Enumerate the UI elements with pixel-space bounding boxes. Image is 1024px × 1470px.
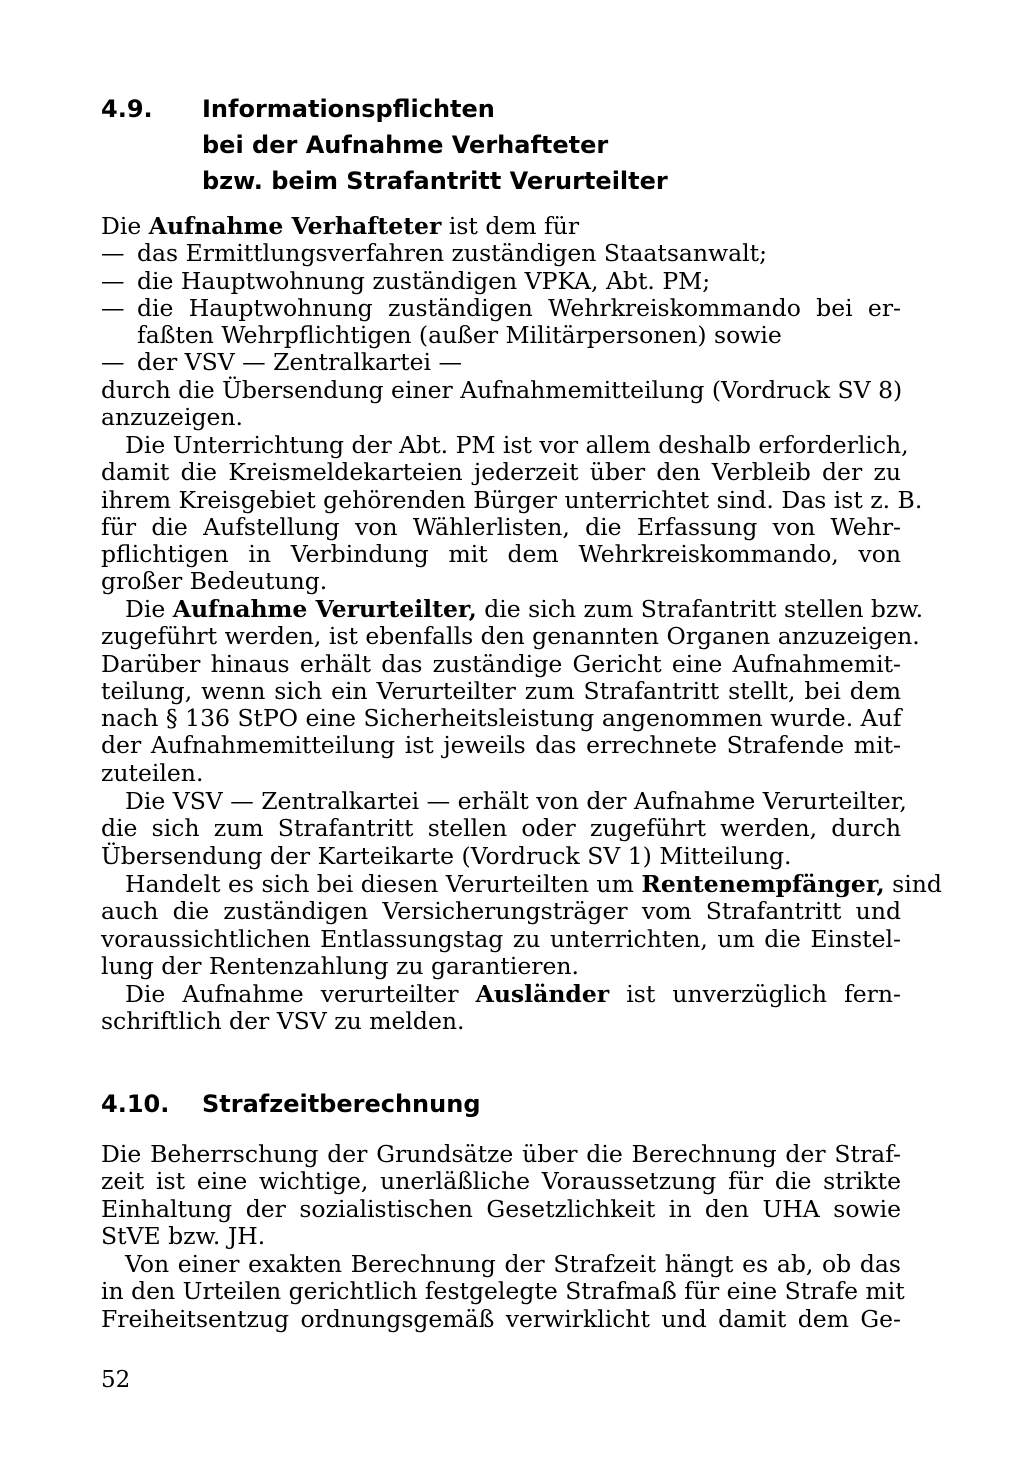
text-line: Die Aufnahme verurteilter Ausländer ist unverzüglich fern- — [125, 980, 901, 1008]
text-line: in den Urteilen gerichtlich festgelegte Strafmaß für eine Strafe mit — [101, 1277, 905, 1306]
emphasis: Ausländer — [475, 980, 610, 1008]
text-line: damit die Kreismeldekarteien jederzeit über den Verbleib der zu — [101, 458, 901, 487]
text-line: auch die zuständigen Versicherungsträger vom Strafantritt und — [101, 897, 901, 926]
text-line: Die Aufnahme Verhafteter ist dem für — [101, 212, 580, 240]
list-item: — die Hauptwohnung zuständigen Wehrkreiskommando bei er- — [101, 295, 901, 322]
text-line: der Aufnahmemitteilung ist jeweils das errechnete Strafende mit- — [101, 731, 901, 760]
paragraph-foreigners — [101, 981, 901, 1036]
paragraph-pension-recipients — [101, 870, 942, 980]
section-title-line: Informationspflichten — [202, 95, 495, 123]
text-line: Übersendung der Karteikarte (Vordruck SV 1) Mitteilung. — [101, 841, 792, 870]
text-line: Von einer exakten Berechnung der Strafzeit hängt es ab, ob das — [125, 1250, 901, 1278]
text-line: voraussichtlichen Entlassungstag zu unterrichten, um die Einstel- — [101, 924, 901, 953]
text-line: pflichtigen in Verbindung mit dem Wehrkreiskommando, von — [101, 540, 901, 569]
emphasis: Aufnahme Verhafteter — [148, 212, 442, 240]
paragraph-exact-calculation — [101, 1250, 905, 1333]
paragraph-pm-notification — [101, 431, 923, 596]
emphasis: Rentenempfänger, — [641, 870, 885, 898]
text-line: durch die Übersendung einer Aufnahmemitteilung (Vordruck SV 8) — [101, 375, 903, 404]
text-line: Die Beherrschung der Grundsätze über die Berechnung der Straf- — [101, 1140, 901, 1168]
section-number: 4.10. — [101, 1090, 170, 1118]
text-line: Die Unterrichtung der Abt. PM ist vor allem deshalb erforderlich, — [125, 431, 909, 459]
text-line: Die Aufnahme Verurteilter, die sich zum Strafantritt stellen bzw. — [125, 595, 924, 623]
section-title-line: bzw. beim Strafantritt Verurteilter — [202, 167, 668, 195]
page-number: 52 — [101, 1367, 131, 1393]
text-line: Einhaltung der sozialistischen Gesetzlichkeit in den UHA sowie — [101, 1194, 901, 1223]
section-title: Strafzeitberechnung — [202, 1090, 481, 1118]
text-line: Handelt es sich bei diesen Verurteilten um Rentenempfänger, sind — [125, 870, 942, 898]
text-line: Darüber hinaus erhält das zuständige Gericht eine Aufnahmemit- — [101, 649, 901, 678]
text-line: zugeführt werden, ist ebenfalls den genannten Organen anzuzeigen. — [101, 622, 920, 651]
text-line: für die Aufstellung von Wählerlisten, die Erfassung von Wehr- — [101, 512, 901, 541]
text-line: Die VSV — Zentralkartei — erhält von der Aufnahme Verurteilter, — [125, 787, 907, 815]
text-line: zuteilen. — [101, 758, 204, 787]
list-item-continuation: faßten Wehrpflichtigen (außer Militärpersonen) sowie — [137, 321, 782, 350]
section-title-line: bei der Aufnahme Verhafteter — [202, 131, 609, 159]
paragraph-admission-arrested — [101, 213, 901, 431]
list-item: — die Hauptwohnung zuständigen VPKA, Abt. PM; — [101, 268, 901, 295]
list-item: — das Ermittlungsverfahren zuständigen Staatsanwalt; — [101, 240, 901, 267]
section-title — [202, 91, 668, 199]
text-line: StVE bzw. JH. — [101, 1221, 266, 1250]
text-line: zeit ist eine wichtige, unerläßliche Voraussetzung für die strikte — [101, 1167, 901, 1196]
paragraph-vsv-card — [101, 787, 907, 870]
text-line: anzuzeigen. — [101, 403, 244, 432]
emphasis: Aufnahme Verurteilter, — [172, 595, 477, 623]
paragraph-sentence-calculation — [101, 1141, 901, 1250]
text-line: ihrem Kreisgebiet gehörenden Bürger unterrichtet sind. Das ist z. B. — [101, 485, 923, 514]
list-item: — der VSV — Zentralkartei — — [101, 349, 901, 376]
text-line: nach § 136 StPO eine Sicherheitsleistung angenommen wurde. Auf — [101, 704, 902, 733]
section-number: 4.9. — [101, 95, 153, 123]
text-line: teilung, wenn sich ein Verurteilter zum Strafantritt stellt, bei dem — [101, 676, 901, 705]
text-line: großer Bedeutung. — [101, 567, 328, 596]
paragraph-admission-convicted — [101, 595, 924, 787]
text-line: die sich zum Strafantritt stellen oder zugeführt werden, durch — [101, 814, 901, 843]
text-line: Freiheitsentzug ordnungsgemäß verwirklicht und damit dem Ge- — [101, 1304, 901, 1333]
text-line: lung der Rentenzahlung zu garantieren. — [101, 951, 580, 980]
text-line: schriftlich der VSV zu melden. — [101, 1007, 465, 1036]
